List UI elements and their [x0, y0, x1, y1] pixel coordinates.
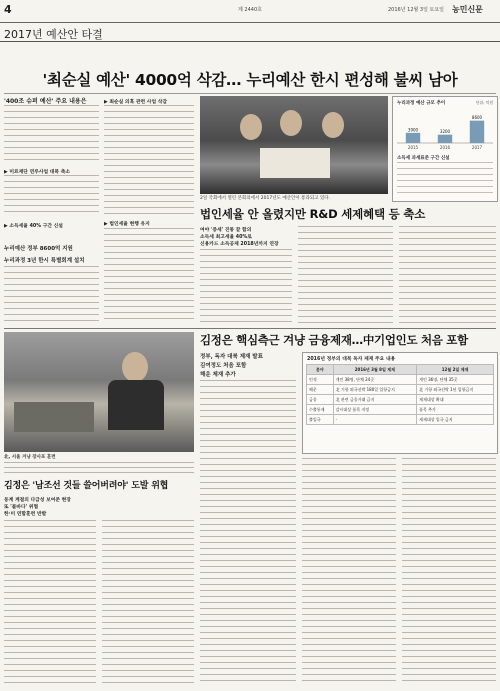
- chart-category-label: 2017: [471, 145, 483, 150]
- lead-subhead-2: ▶ 소득세율 40% 구간 신설: [4, 224, 63, 229]
- table-header: 분야: [307, 365, 334, 375]
- page-number: 4: [4, 3, 12, 16]
- newspaper-brand: 농민신문: [452, 5, 483, 14]
- lead-body: [4, 105, 99, 165]
- table-cell: 인적: [307, 375, 334, 385]
- chart-bar: [438, 135, 452, 143]
- chart-category-label: 2016: [439, 145, 451, 150]
- lead-title: '400조 슈퍼 예산' 주요 내용은: [4, 98, 87, 105]
- article5-kicker-3: 해운 제재 추가: [200, 372, 236, 378]
- chart-value-label: 3900: [407, 127, 419, 133]
- chart-value-label: 8600: [471, 115, 483, 121]
- table-cell: 제재대상 입국 금지: [417, 415, 494, 425]
- article2-kicker-3: 신용카드 소득공제 2018년까지 연장: [200, 242, 279, 247]
- table-cell: 출입국: [307, 415, 334, 425]
- article2-headline: 법인세율 안 올렸지만 R&D 세제혜택 등 축소: [200, 207, 426, 221]
- article2-kicker-1: 여야 '증세' 진통 끝 합의: [200, 228, 252, 233]
- table-cell: 北 기항 외국선박 1년 입항금지: [417, 385, 494, 395]
- article2-body-2: [298, 226, 393, 324]
- article4-body-1: [4, 520, 96, 686]
- artillery-drill-photo: [4, 332, 194, 452]
- article5-body-3: [402, 458, 496, 686]
- article4-body-2: [102, 520, 194, 686]
- article4-kicker-2: 또 '불바다' 위협: [4, 505, 39, 510]
- mid-subhead-1: ▶ 최순실 의혹 관련 사업 삭감: [104, 100, 168, 105]
- chart-bar: [470, 121, 484, 143]
- table-cell: 감시대상 품목 지정: [333, 405, 417, 415]
- article2-body-3: [399, 226, 496, 324]
- mid-subhead-2: ▶ 법인세율 현행 유지: [104, 222, 150, 227]
- mid-body-2: [104, 228, 194, 324]
- article5-body-1: [200, 380, 296, 686]
- table-row: [307, 375, 494, 385]
- chart-value-label: 3200: [439, 129, 451, 135]
- photo2-caption-body: [4, 462, 194, 474]
- chart-title: 누리과정 예산 규모 추이: [397, 101, 446, 106]
- budget-bar-chart: [397, 109, 493, 151]
- table-row: [307, 385, 494, 395]
- article4-headline: 김정은 '남조선 것들 쓸어버려야' 도발 위협: [4, 481, 169, 491]
- chart-category-label: 2015: [407, 145, 419, 150]
- table-title: 2016년 정부의 대북 독자 제재 주요 내용: [307, 357, 396, 362]
- table-cell: 수출통제: [307, 405, 334, 415]
- article4-kicker-3: 한·미 연합훈련 반발: [4, 512, 47, 517]
- budget-vote-photo: [200, 96, 388, 194]
- table-cell: 제재대상 확대: [417, 395, 494, 405]
- table-cell: 해운: [307, 385, 334, 395]
- table-cell: 北 기항 외국선박 180일 입항금지: [333, 385, 417, 395]
- lead-body-2: [4, 175, 99, 217]
- lead-subhead-4: 누리과정 3년 한시 특별회계 설치: [4, 258, 85, 264]
- chart-box: [392, 96, 498, 202]
- table-header: 12월 2일 제재: [417, 365, 494, 375]
- table-cell: 품목 추가: [417, 405, 494, 415]
- chart-unit: 단위: 억원: [475, 100, 493, 105]
- section-divider: [0, 41, 500, 42]
- chart-bar: [406, 133, 420, 143]
- table-row: [307, 415, 494, 425]
- article4-kicker-1: 동계 계절의 다급성 보여준 현장: [4, 498, 71, 503]
- headline-divider: [4, 93, 496, 94]
- section-divider-2: [4, 328, 496, 329]
- lead-subhead-3: 누리예산 정부 8600억 지원: [4, 246, 73, 252]
- photo1-caption: 2일 국회에서 열린 본회의에서 2017년도 예산안이 통과되고 있다.: [200, 196, 331, 201]
- table-cell: 금융: [307, 395, 334, 405]
- chart-box-body: [397, 162, 493, 198]
- table-cell: 개인 38명, 단체 24곳: [333, 375, 417, 385]
- table-header: 2016년 3월 8일 제재: [333, 365, 417, 375]
- article5-body-2: [302, 458, 396, 686]
- sanctions-table: [306, 364, 494, 425]
- lead-body-3: [4, 266, 99, 324]
- article5-kicker-1: 정부, 독자 대북 제재 발표: [200, 354, 263, 360]
- table-cell: -: [333, 415, 417, 425]
- article5-kicker-2: 김여정도 처음 포함: [200, 363, 247, 369]
- article3-headline: 김정은 핵심측근 겨냥 금융제재…中기업인도 처음 포함: [200, 333, 468, 347]
- mid-body: [104, 105, 194, 215]
- table-cell: 개인 36명, 단체 35곳: [417, 375, 494, 385]
- sanctions-table-box: [302, 352, 498, 454]
- chart-subtitle: 소득세 과세표준 구간 신설: [397, 156, 450, 161]
- main-headline: '최순실 예산' 4000억 삭감… 누리예산 한시 편성해 불씨 남아: [42, 71, 458, 89]
- issue-date: 2016년 12월 3일 토요일: [388, 7, 445, 13]
- issue-number: 제 2440호: [238, 7, 262, 13]
- table-row: [307, 395, 494, 405]
- table-row: [307, 405, 494, 415]
- photo2-caption: 北, 서울 겨냥 장사포 훈련: [4, 455, 56, 460]
- article2-kicker-2: 소득세 최고세율 40%로: [200, 235, 252, 240]
- article2-body-1: [200, 249, 292, 324]
- table-cell: 北 관련 금융거래 금지: [333, 395, 417, 405]
- section-title: 2017년 예산안 타결: [4, 28, 103, 41]
- lead-subhead-1: ▶ 미르재단 연루사업 대폭 축소: [4, 170, 70, 175]
